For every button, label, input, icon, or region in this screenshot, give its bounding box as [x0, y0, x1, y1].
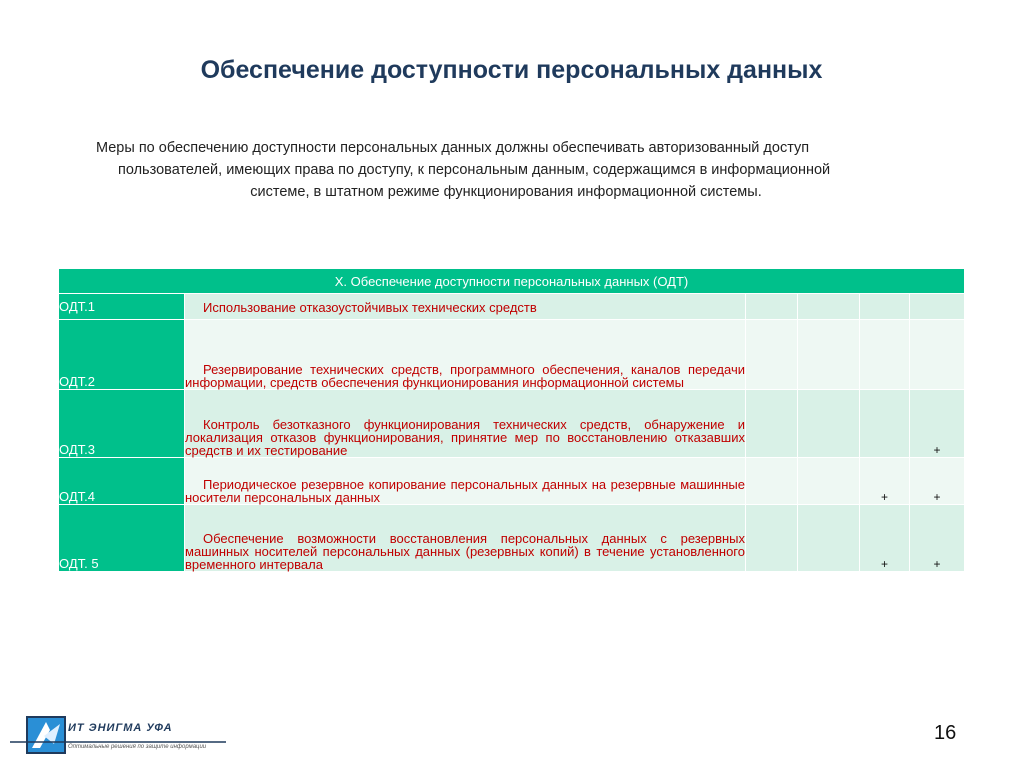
mark-cell: +: [910, 458, 965, 505]
mark-cell: [910, 294, 965, 320]
measure-description: Резервирование технических средств, программного обеспечения, каналов передачи информации, средств обеспечения функционирования информационной системы: [185, 320, 746, 390]
mark-cell: +: [910, 505, 965, 572]
measure-description: Использование отказоустойчивых технических средств: [185, 294, 746, 320]
mark-cell: [910, 320, 965, 390]
mark-cell: +: [860, 458, 910, 505]
measure-code: ОДТ.1: [59, 294, 185, 320]
mark-cell: +: [910, 390, 965, 458]
company-logo-icon: [10, 714, 230, 760]
intro-line-1: Меры по обеспечению доступности персональных данных должны обеспечивать авторизованный доступ: [96, 140, 810, 156]
table-row: [59, 294, 965, 320]
table-row: [59, 505, 965, 572]
measure-code: ОДТ.3: [59, 390, 185, 458]
mark-cell: [860, 320, 910, 390]
mark-cell: [798, 505, 860, 572]
mark-cell: [746, 505, 798, 572]
measure-code: ОДТ.4: [59, 458, 185, 505]
logo-name: ИТ ЭНИГМА УФА: [68, 722, 173, 734]
measure-description: Контроль безотказного функционирования технических средств, обнаружение и локализация отказов функционирования, принятие мер по восстановлению отказавших средств и их тестирование: [185, 390, 746, 458]
mark-cell: [746, 294, 798, 320]
mark-cell: [746, 458, 798, 505]
mark-cell: +: [860, 505, 910, 572]
table-row: [59, 458, 965, 505]
slide-title: Обеспечение доступности персональных данных: [200, 56, 823, 84]
measure-code: ОДТ.2: [59, 320, 185, 390]
table-header: X. Обеспечение доступности персональных данных (ОДТ): [59, 269, 965, 294]
logo-tagline: Оптимальные решения по защите информации: [68, 744, 207, 750]
measure-description: Обеспечение возможности восстановления персональных данных с резервных машинных носителей персональных данных (резервных копий) в течение установленного временного интервала: [185, 505, 746, 572]
mark-cell: [798, 458, 860, 505]
measure-description: Периодическое резервное копирование персональных данных на резервные машинные носители персональных данных: [185, 458, 746, 505]
mark-cell: [746, 390, 798, 458]
intro-paragraph: [96, 137, 956, 203]
mark-cell: [746, 320, 798, 390]
intro-line-2: пользователей, имеющих права по доступу, к персональным данным, содержащимся в информационной: [118, 162, 831, 178]
mark-cell: [860, 294, 910, 320]
mark-cell: [860, 390, 910, 458]
odt-measures-table: [58, 268, 965, 572]
mark-cell: [798, 294, 860, 320]
page-number: 16: [934, 722, 957, 744]
measure-code: ОДТ. 5: [59, 505, 185, 572]
intro-line-3: системе, в штатном режиме функционирования информационной системы.: [250, 184, 762, 200]
table-row: [59, 390, 965, 458]
table-row: [59, 320, 965, 390]
mark-cell: [798, 320, 860, 390]
mark-cell: [798, 390, 860, 458]
